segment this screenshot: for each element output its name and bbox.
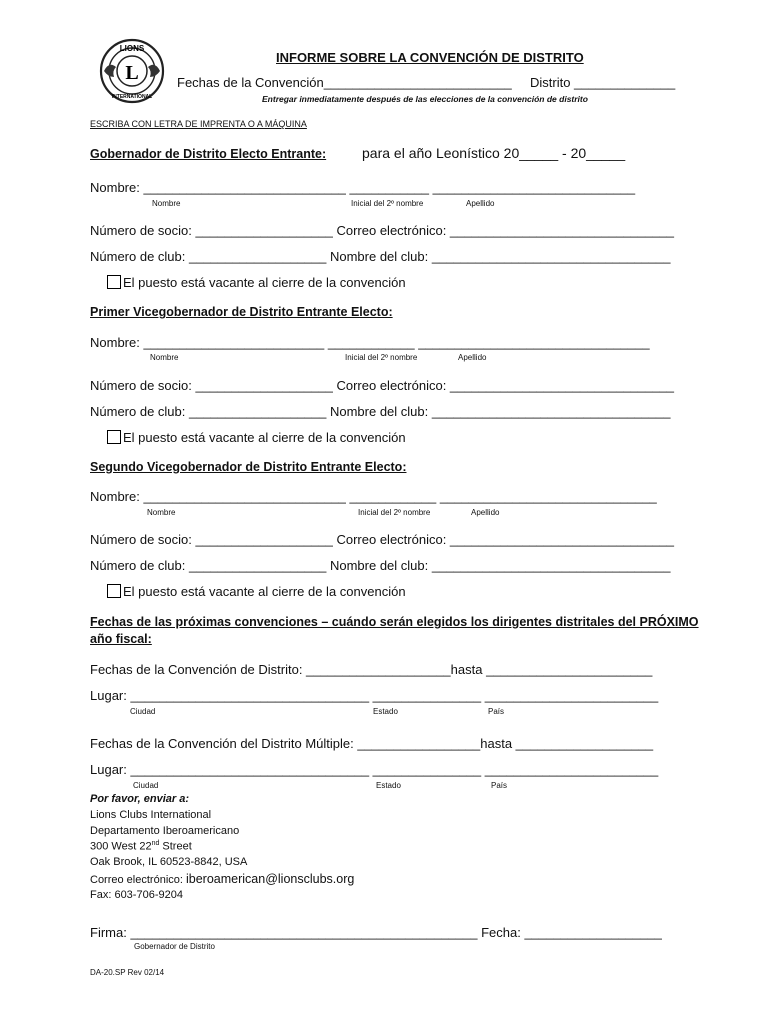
send-email-label: Correo electrónico:: [90, 874, 183, 886]
first-vice-label-first: Nombre: [150, 353, 179, 362]
second-vice-vacant-label: El puesto está vacante al cierre de la convención: [123, 584, 406, 599]
send-dept: Departamento Iberoamericano: [90, 825, 240, 837]
send-city: Oak Brook, IL 60523-8842, USA: [90, 856, 248, 868]
district-place-label-city: Ciudad: [130, 707, 156, 716]
first-vice-label-last: Apellido: [458, 353, 487, 362]
logo-top-text: LIONS: [119, 44, 145, 53]
future-heading-line-1: Fechas de las próximas convenciones – cuándo serán elegidos los dirigentes distritales del PRÓXIMO: [90, 615, 699, 629]
governor-vacant-label: El puesto está vacante al cierre de la convención: [123, 275, 406, 290]
first-vice-heading: Primer Vicegobernador de Distrito Entrante Electo:: [90, 305, 393, 319]
send-email-link[interactable]: iberoamerican@lionsclubs.org: [186, 872, 355, 886]
print-note: ESCRIBA CON LETRA DE IMPRENTA O A MÁQUINA: [90, 119, 307, 129]
first-vice-member-field[interactable]: Número de socio: ___________________ Correo electrónico: _______________________________: [90, 378, 675, 393]
signature-label: Gobernador de Distrito: [134, 942, 215, 951]
send-street-number: 300 West 22: [90, 840, 152, 853]
governor-label-last: Apellido: [466, 199, 495, 208]
form-code: DA-20.SP Rev 02/14: [90, 968, 165, 977]
district-place-label-country: País: [488, 707, 505, 716]
second-vice-vacant-row[interactable]: [107, 584, 406, 599]
governor-member-field[interactable]: Número de socio: ___________________ Correo electrónico: _______________________________: [90, 223, 675, 238]
governor-heading: Gobernador de Distrito Electo Entrante:: [90, 147, 327, 161]
send-street-name: Street: [159, 840, 192, 853]
multiple-place-label-state: Estado: [376, 781, 401, 790]
governor-vacant-checkbox[interactable]: [107, 275, 121, 289]
send-fax: Fax: 603-706-9204: [90, 889, 183, 901]
first-vice-name-field[interactable]: Nombre: _________________________ ____________ ________________________________: [90, 335, 650, 350]
logo-letter: L: [125, 62, 139, 84]
governor-name-field[interactable]: Nombre: ____________________________ ___________ ____________________________: [90, 180, 636, 195]
signature-field[interactable]: Firma: ________________________________________________ Fecha: ___________________: [90, 925, 662, 940]
governor-vacant-row[interactable]: [107, 275, 406, 290]
multiple-district-place-field[interactable]: Lugar: _________________________________ _______________ ________________________: [90, 762, 659, 777]
convention-dates-field[interactable]: Fechas de la Convención__________________________: [177, 75, 512, 90]
second-vice-vacant-checkbox[interactable]: [107, 584, 121, 598]
send-street-sup: nd: [151, 840, 160, 847]
second-vice-label-last: Apellido: [471, 508, 500, 517]
first-vice-club-field[interactable]: Número de club: ___________________ Nombre del club: _________________________________: [90, 404, 671, 419]
second-vice-member-field[interactable]: Número de socio: ___________________ Correo electrónico: _______________________________: [90, 532, 675, 547]
send-heading: Por favor, enviar a:: [90, 793, 190, 805]
first-vice-vacant-checkbox[interactable]: [107, 430, 121, 444]
second-vice-label-first: Nombre: [147, 508, 176, 517]
second-vice-label-initial: Inicial del 2º nombre: [358, 508, 431, 517]
multiple-place-label-country: País: [491, 781, 508, 790]
first-vice-vacant-row[interactable]: [107, 430, 406, 445]
first-vice-vacant-label: El puesto está vacante al cierre de la convención: [123, 430, 406, 445]
district-place-label-state: Estado: [373, 707, 398, 716]
lions-logo: [98, 38, 166, 104]
first-vice-label-initial: Inicial del 2º nombre: [345, 353, 418, 362]
governor-label-first: Nombre: [152, 199, 181, 208]
instruction-text: Entregar inmediatamente después de las elecciones de la convención de distrito: [262, 94, 588, 104]
second-vice-heading: Segundo Vicegobernador de Distrito Entrante Electo:: [90, 460, 407, 474]
send-org: Lions Clubs International: [90, 809, 212, 821]
district-field[interactable]: Distrito ______________: [530, 75, 676, 90]
district-convention-dates-field[interactable]: Fechas de la Convención de Distrito: ____________________hasta _______________________: [90, 662, 653, 677]
send-email-row: [90, 872, 354, 886]
page-title: INFORME SOBRE LA CONVENCIÓN DE DISTRITO: [276, 50, 584, 65]
multiple-district-dates-field[interactable]: Fechas de la Convención del Distrito Múltiple: _________________hasta ___________________: [90, 736, 654, 751]
logo-bottom-text: INTERNATIONAL: [111, 94, 153, 100]
district-convention-place-field[interactable]: Lugar: _________________________________ _______________ ________________________: [90, 688, 659, 703]
second-vice-name-field[interactable]: Nombre: ____________________________ ____________ ______________________________: [90, 489, 657, 504]
lion-year-field[interactable]: para el año Leonístico 20_____ - 20_____: [362, 145, 626, 161]
second-vice-club-field[interactable]: Número de club: ___________________ Nombre del club: _________________________________: [90, 558, 671, 573]
governor-club-field[interactable]: Número de club: ___________________ Nombre del club: _________________________________: [90, 249, 671, 264]
multiple-place-label-city: Ciudad: [133, 781, 159, 790]
future-heading-line-2: año fiscal:: [90, 632, 152, 646]
send-street: [90, 840, 192, 853]
governor-label-initial: Inicial del 2º nombre: [351, 199, 424, 208]
